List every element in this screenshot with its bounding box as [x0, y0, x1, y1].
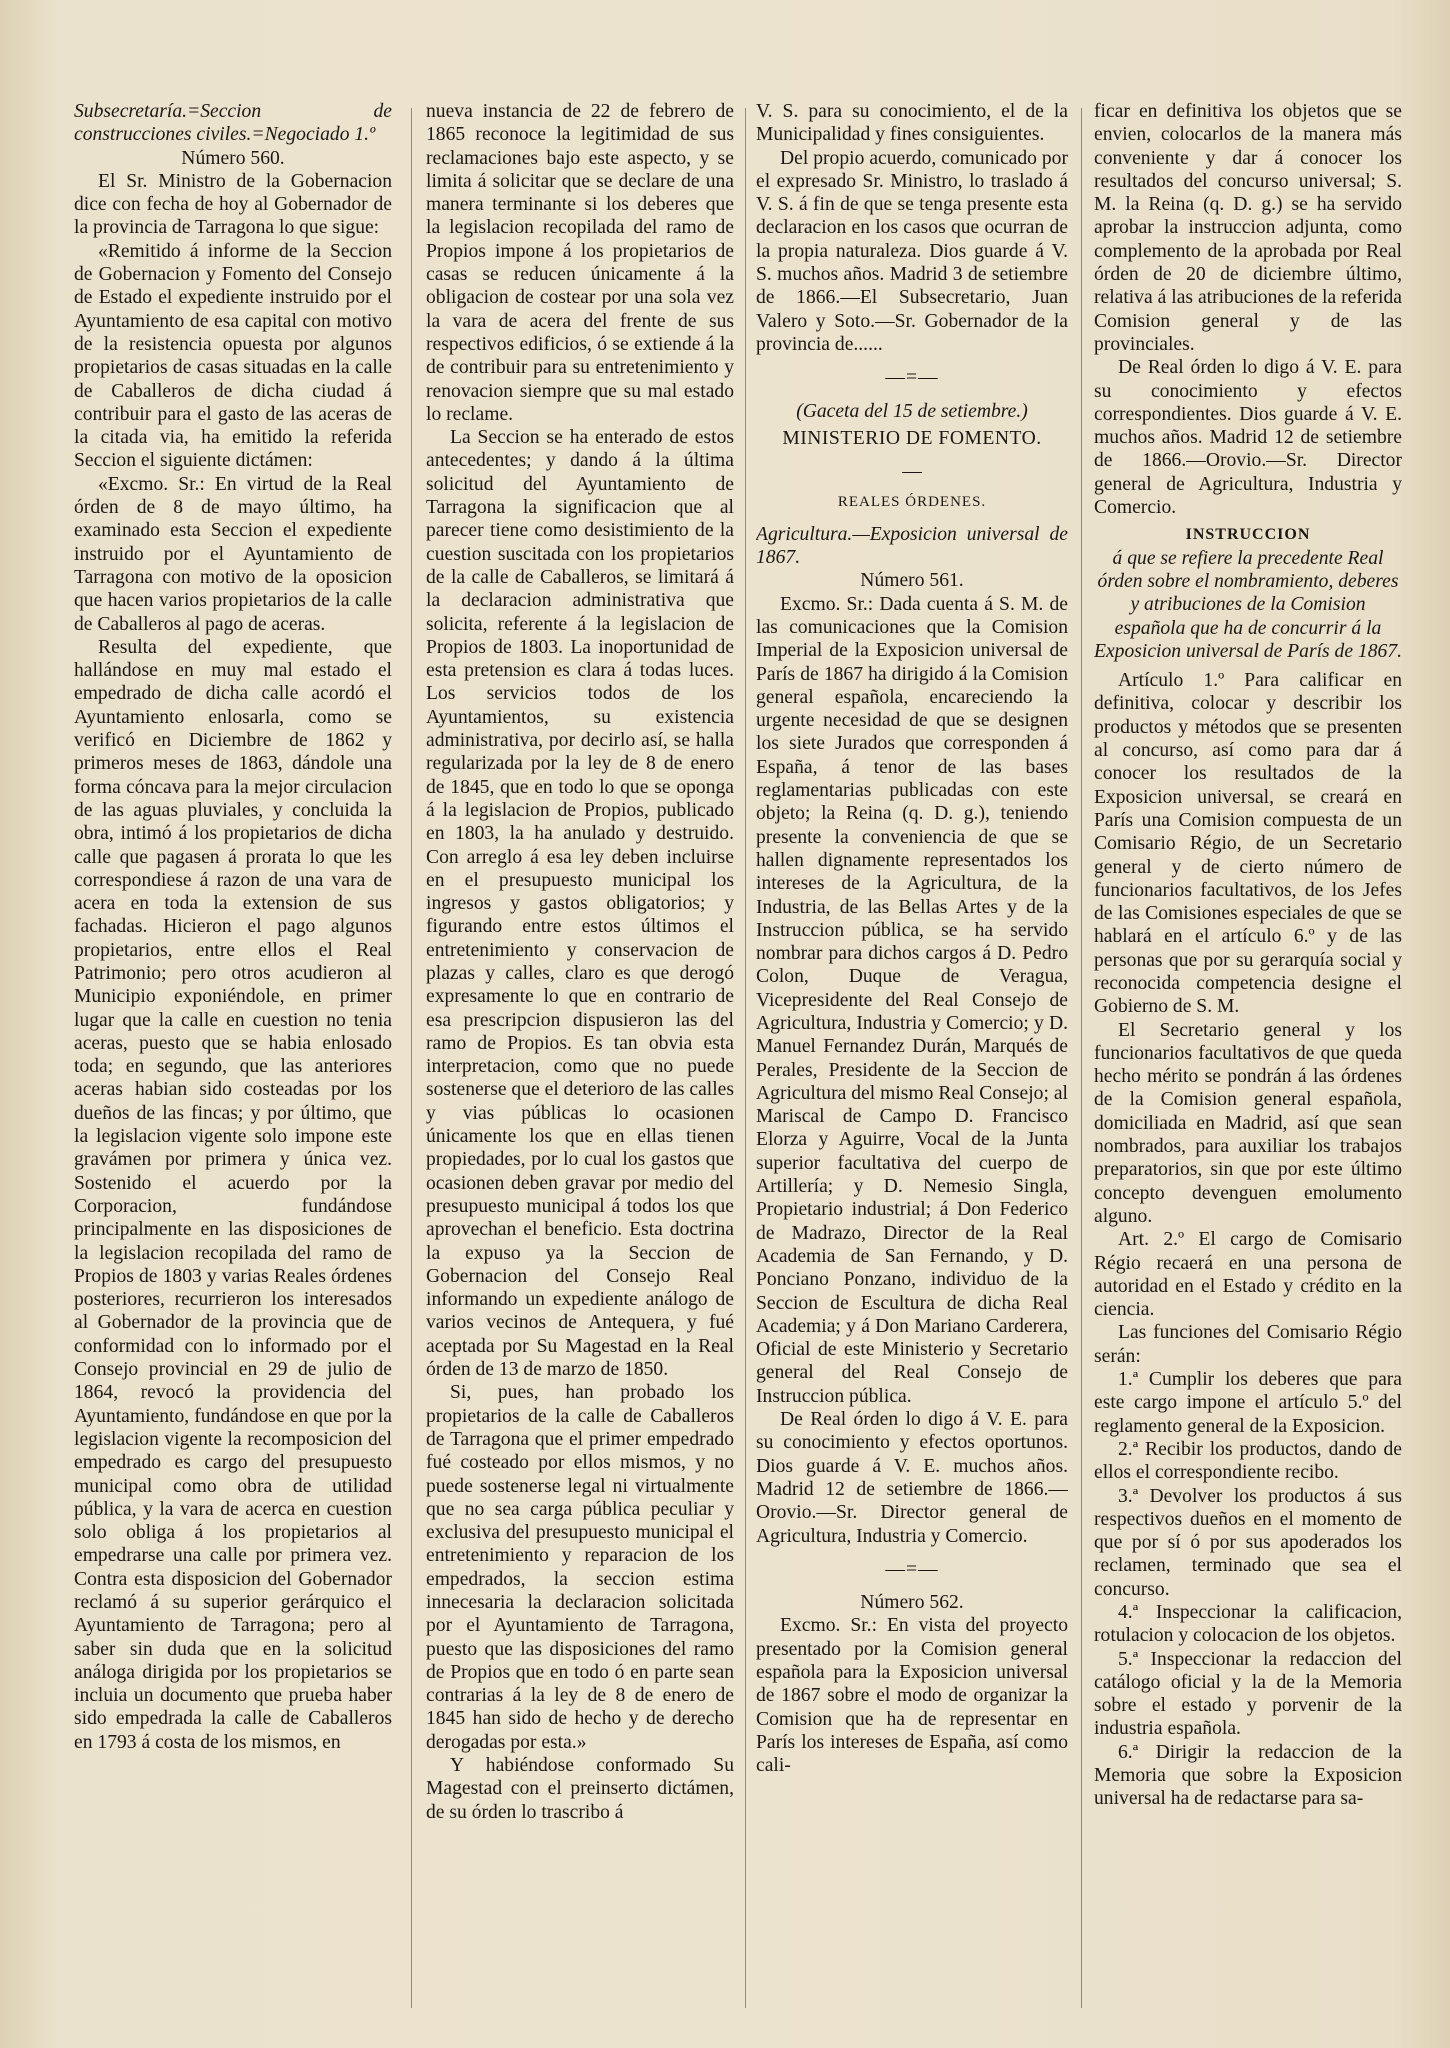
- list-item: 6.ª Dirigir la redaccion de la Memoria que sobre la Exposicion universal ha de redactarse para sa-: [1094, 1741, 1402, 1810]
- order-number: Número 562.: [860, 1592, 964, 1614]
- column-rule: [745, 108, 746, 2008]
- paragraph: La Seccion se ha enterado de estos antecedentes; y dando á la última solicitud del Ayuntamiento de Tarragona la significacion que al parecer tiene como desistimiento de la cuestion suscitada con los propietarios de la calle de Caballeros, se limitará á la declaracion administrativa que solicita, referente á la legislacion de Propios de 1803. La inoportunidad de esta pretension es clara á todas luces. Los servicios todos de los Ayuntamientos, su existencia administrativa, por decirlo así, se halla regularizada por la ley de 8 de enero de 1845, que en todo lo que se oponga á la legislacion de Propios, publicado en 1803, la ha anulado y destruido. Con arreglo á esa ley deben incluirse en el presupuesto municipal los ingresos y gastos obligatorios; y figurando entre estos últimos el entretenimiento y conservacion de plazas y calles, claro es que derogó expresamente lo que en contrario de esa prescripcion dispusieron las del ramo de Propios. Es tan obvia esta interpretacion, como que no puede sostenerse que el deterioro de las calles y vias públicas lo ocasionen únicamente los que en ellas tienen propiedades, por lo cual los gastos que ocasionen deben gravar por medio del presupuesto municipal á todos los que aprovechan el beneficio. Esta doctrina la expuso ya la Seccion de Gobernacion del Consejo Real informando un expediente análogo de varios vecinos de Antequera, y fué aceptada por Su Magestad en la Real órden de 13 de marzo de 1850.: [426, 427, 734, 1381]
- paragraph: «Remitido á informe de la Seccion de Gobernacion y Fomento del Consejo de Estado el expediente instruido por el Ayuntamiento de esa capital con motivo de la resistencia opuesta por algunos propietarios de casas situadas en la calle de Caballeros de dicha ciudad á contribuir para el gasto de las aceras de la citada via, ha emitido la referida Seccion el siguiente dictámen:: [74, 240, 392, 472]
- list-item: 1.ª Cumplir los deberes que para este cargo impone el artículo 5.º del reglamento general de la Exposicion.: [1094, 1369, 1402, 1437]
- ministry-title: MINISTERIO DE FOMENTO.: [782, 427, 1042, 449]
- instruction-title: INSTRUCCION: [1185, 526, 1311, 544]
- column-2: [426, 100, 734, 2023]
- list-item: 2.ª Recibir los productos, dando de ellos el correspondiente recibo.: [1094, 1438, 1402, 1484]
- paragraph: De Real órden lo digo á V. E. para su conocimiento y efectos oportunos. Dios guarde á V. E. muchos años. Madrid 12 de setiembre de 1866.—Orovio.—Sr. Director general de Agricultura, Industria y Comercio.: [756, 1409, 1068, 1547]
- column-4: [1094, 100, 1402, 2023]
- paragraph: nueva instancia de 22 de febrero de 1865 reconoce la legitimidad de sus reclamaciones bajo este aspecto, y se limita á solicitar que se declare de una manera terminante si los deberes que la legislacion recopilada del ramo de Propios impone á los propietarios de casas se reducen únicamente á la obligacion de costear por una sola vez la vara de acera del frente de sus respectivos edificios, ó se extiende á la de contribuir para su entretenimiento y renovacion siempre que su mal estado lo reclame.: [426, 101, 734, 425]
- paragraph: Del propio acuerdo, comunicado por el expresado Sr. Ministro, lo traslado á V. S. á fin de que se tenga presente esta declaracion en los casos que ocurran de la propia naturaleza. Dios guarde á V. S. muchos años. Madrid 3 de setiembre de 1866.—El Subsecretario, Juan Valero y Soto.—Sr. Gobernador de la provincia de......: [756, 147, 1068, 355]
- paragraph: «Excmo. Sr.: En virtud de la Real órden de 8 de mayo último, ha examinado esta Seccion el expediente instruido por el Ayuntamiento de Tarragona con motivo de la oposicion que hacen varios propietarios de la calle de Caballeros al pago de aceras.: [74, 473, 392, 635]
- list-item: 3.ª Devolver los productos á sus respectivos dueños en el momento de que por sí ó por sus apoderados los reclamen, terminado que sea el concurso.: [1094, 1485, 1402, 1600]
- column-rule: [411, 108, 412, 2008]
- paragraph: El Secretario general y los funcionarios facultativos de que queda hecho mérito se pondrán á las órdenes de la Comision general española, domiciliada en Madrid, así que sean nombrados, para auxiliar los trabajos preparatorios, sin que por este último concepto devenguen emolumento alguno.: [1094, 1019, 1402, 1227]
- list-item: 4.ª Inspeccionar la calificacion, rotulacion y colocacion de los objetos.: [1094, 1602, 1402, 1647]
- paragraph: Si, pues, han probado los propietarios de la calle de Caballeros de Tarragona que el primer empedrado fué costeado por ellos mismos, y no puede sostenerse legal ni virtualmente que no sea carga pública peculiar y exclusiva del presupuesto municipal el entretenimiento y reparacion de los empedrados, la seccion estima innecesaria la declaracion solicitada por el Ayuntamiento de Tarragona, puesto que las disposiciones del ramo de Propios que en todo ó en parte sean contrarias á la ley de 8 de enero de 1845 han sido de hecho y de derecho derogadas por esta.»: [426, 1382, 734, 1753]
- article: Artículo 1.º Para calificar en definitiva, colocar y describir los productos y métodos que se presenten al concurso, así como para dar á conocer los resultados de la Exposicion universal, se creará en París una Comision compuesta de un Comisario Régio, de un Secretario general y de cierto número de funcionarios facultativos, de los Jefes de las Comisiones especiales de que se hablará en el artículo 6.º y de las personas que por su gerarquía social y reconocida competencia designe el Gobierno de S. M.: [1094, 670, 1402, 1018]
- paragraph: Y habiéndose conformado Su Magestad con el preinserto dictámen, de su órden lo trascribo á: [426, 1755, 734, 1823]
- paragraph: Excmo. Sr.: Dada cuenta á S. M. de las comunicaciones que la Comision Imperial de la Exposicion universal de París de 1867 ha dirigido á la Comision general española, encareciendo la urgente necesidad de que se designen los siete Jurados que corresponden á España, á tenor de las bases reglamentarias publicadas con este objeto; la Reina (q. D. g.), teniendo presente la conveniencia de que se hallen dignamente representados los intereses de la Agricultura, de la Industria, de las Bellas Artes y de la Instruccion pública, se ha servido nombrar para dichos cargos á D. Pedro Colon, Duque de Veragua, Vicepresidente del Real Consejo de Agricultura, Industria y Comercio; y D. Manuel Fernandez Durán, Marqués de Perales, Presidente de la Seccion de Agricultura del mismo Real Consejo; al Mariscal de Campo D. Francisco Elorza y Aguirre, Vocal de la Junta superior facultativa del cuerpo de Artillería; y D. Nemesio Singla, Propietario industrial; á Don Federico de Madrazo, Director de la Real Academia de San Fernando, y D. Ponciano Ponzano, individuo de la Seccion de Escultura de dicha Real Academia; y á Don Mariano Carderera, Oficial de este Ministerio y Secretario general del Real Consejo de Instruccion pública.: [756, 593, 1068, 1407]
- gazette-date: (Gaceta del 15 de setiembre.): [796, 400, 1028, 422]
- royal-orders-title: REALES ÓRDENES.: [837, 494, 987, 511]
- paragraph: ficar en definitiva los objetos que se envien, colocarlos de la manera más conveniente y dar á conocer los resultados del concurso universal; S. M. la Reina (q. D. g.) se ha servido aprobar la instruccion adjunta, como complemento de la aprobada por Real órden de 20 de diciembre último, relativa á las atribuciones de la referida Comision general y de las provinciales.: [1094, 101, 1402, 355]
- instruction-subtitle: á que se refiere la precedente Real órden sobre el nombramiento, deberes y atribuciones de la Comision española que ha de concurrir á la Exposicion universal de París de 1867.: [1094, 547, 1402, 662]
- section-heading: Subsecretaría.=Seccion de construcciones civiles.=Negociado 1.º: [74, 101, 392, 146]
- divider: —: [902, 461, 922, 483]
- list-item: 5.ª Inspeccionar la redaccion del catálogo oficial y la de la Memoria sobre el estado y porvenir de la industria española.: [1094, 1648, 1402, 1740]
- paragraph: Excmo. Sr.: En vista del proyecto presentado por la Comision general española para la Exposicion universal de 1867 sobre el modo de organizar la Comision que ha de representar en París los intereses de España, así como cali-: [756, 1615, 1068, 1777]
- paragraph: El Sr. Ministro de la Gobernacion dice con fecha de hoy al Gobernador de la provincia de Tarragona lo que sigue:: [74, 170, 392, 239]
- paragraph: De Real órden lo digo á V. E. para su conocimiento y efectos correspondientes. Dios guarde á V. E. muchos años. Madrid 12 de setiembre de 1866.—Orovio.—Sr. Director general de Agricultura, Industria y Comercio.: [1094, 357, 1402, 519]
- article: Art. 2.º El cargo de Comisario Régio recaerá en una persona de autoridad en el Estado y crédito en la ciencia.: [1094, 1229, 1402, 1321]
- paragraph: Resulta del expediente, que hallándose en muy mal estado el empedrado de dicha calle acordó el Ayuntamiento enlosarla, como se verificó en Diciembre de 1862 y primeros meses de 1863, dándole una forma cóncava para la mejor circulacion de las aguas pluviales, y concluida la obra, intimó á los propietarios de dicha calle que pagasen á prorata lo que les correspondiese á razon de una vara de acera en toda la extension de sus fachadas. Hicieron el pago algunos propietarios, entre ellos el Real Patrimonio; pero otros acudieron al Municipio exponiéndole, en primer lugar que la calle en cuestion no tenia aceras, puesto que se habia enlosado toda; en segundo, que las anteriores aceras habian sido costeadas por los dueños de las fincas; y por último, que la legislacion vigente solo impone este gravámen por primera y única vez. Sostenido el acuerdo por la Corporacion, fundándose principalmente en las disposiciones de la legislacion recopilada del ramo de Propios de 1803 y varias Reales órdenes posteriores, recurrieron los interesados al Gobernador de la provincia que de conformidad con lo informado por el Consejo provincial en 29 de julio de 1864, revocó la providencia del Ayuntamiento, fundándose en que por la legislacion vigente la recomposicion del empedrado es cargo del presupuesto municipal como obra de utilidad pública, y la vara de acerca en cuestion solo obliga á los propietarios al empedrarse una calle por primera vez. Contra esta disposicion del Gobernador reclamó á su superior gerárquico el Ayuntamiento de Tarragona; pero al saber sin duda que en la solicitud análoga dirigida por los propietarios se incluia un documento que prueba haber sido empedrada la calle de Caballeros en 1793 á costa de los mismos, en: [74, 636, 392, 1753]
- column-rule: [1081, 108, 1082, 2008]
- column-3: [756, 100, 1068, 2023]
- paragraph: Las funciones del Comisario Régio serán:: [1094, 1322, 1402, 1367]
- separator: —=—: [885, 1558, 939, 1580]
- order-number: Número 561.: [860, 570, 964, 592]
- section-heading: Agricultura.—Exposicion universal de 1867.: [756, 523, 1068, 569]
- column-1: [74, 100, 392, 2023]
- paragraph: V. S. para su conocimiento, el de la Municipalidad y fines consiguientes.: [756, 101, 1068, 146]
- order-number: Número 560.: [181, 147, 285, 169]
- separator: —=—: [885, 367, 939, 389]
